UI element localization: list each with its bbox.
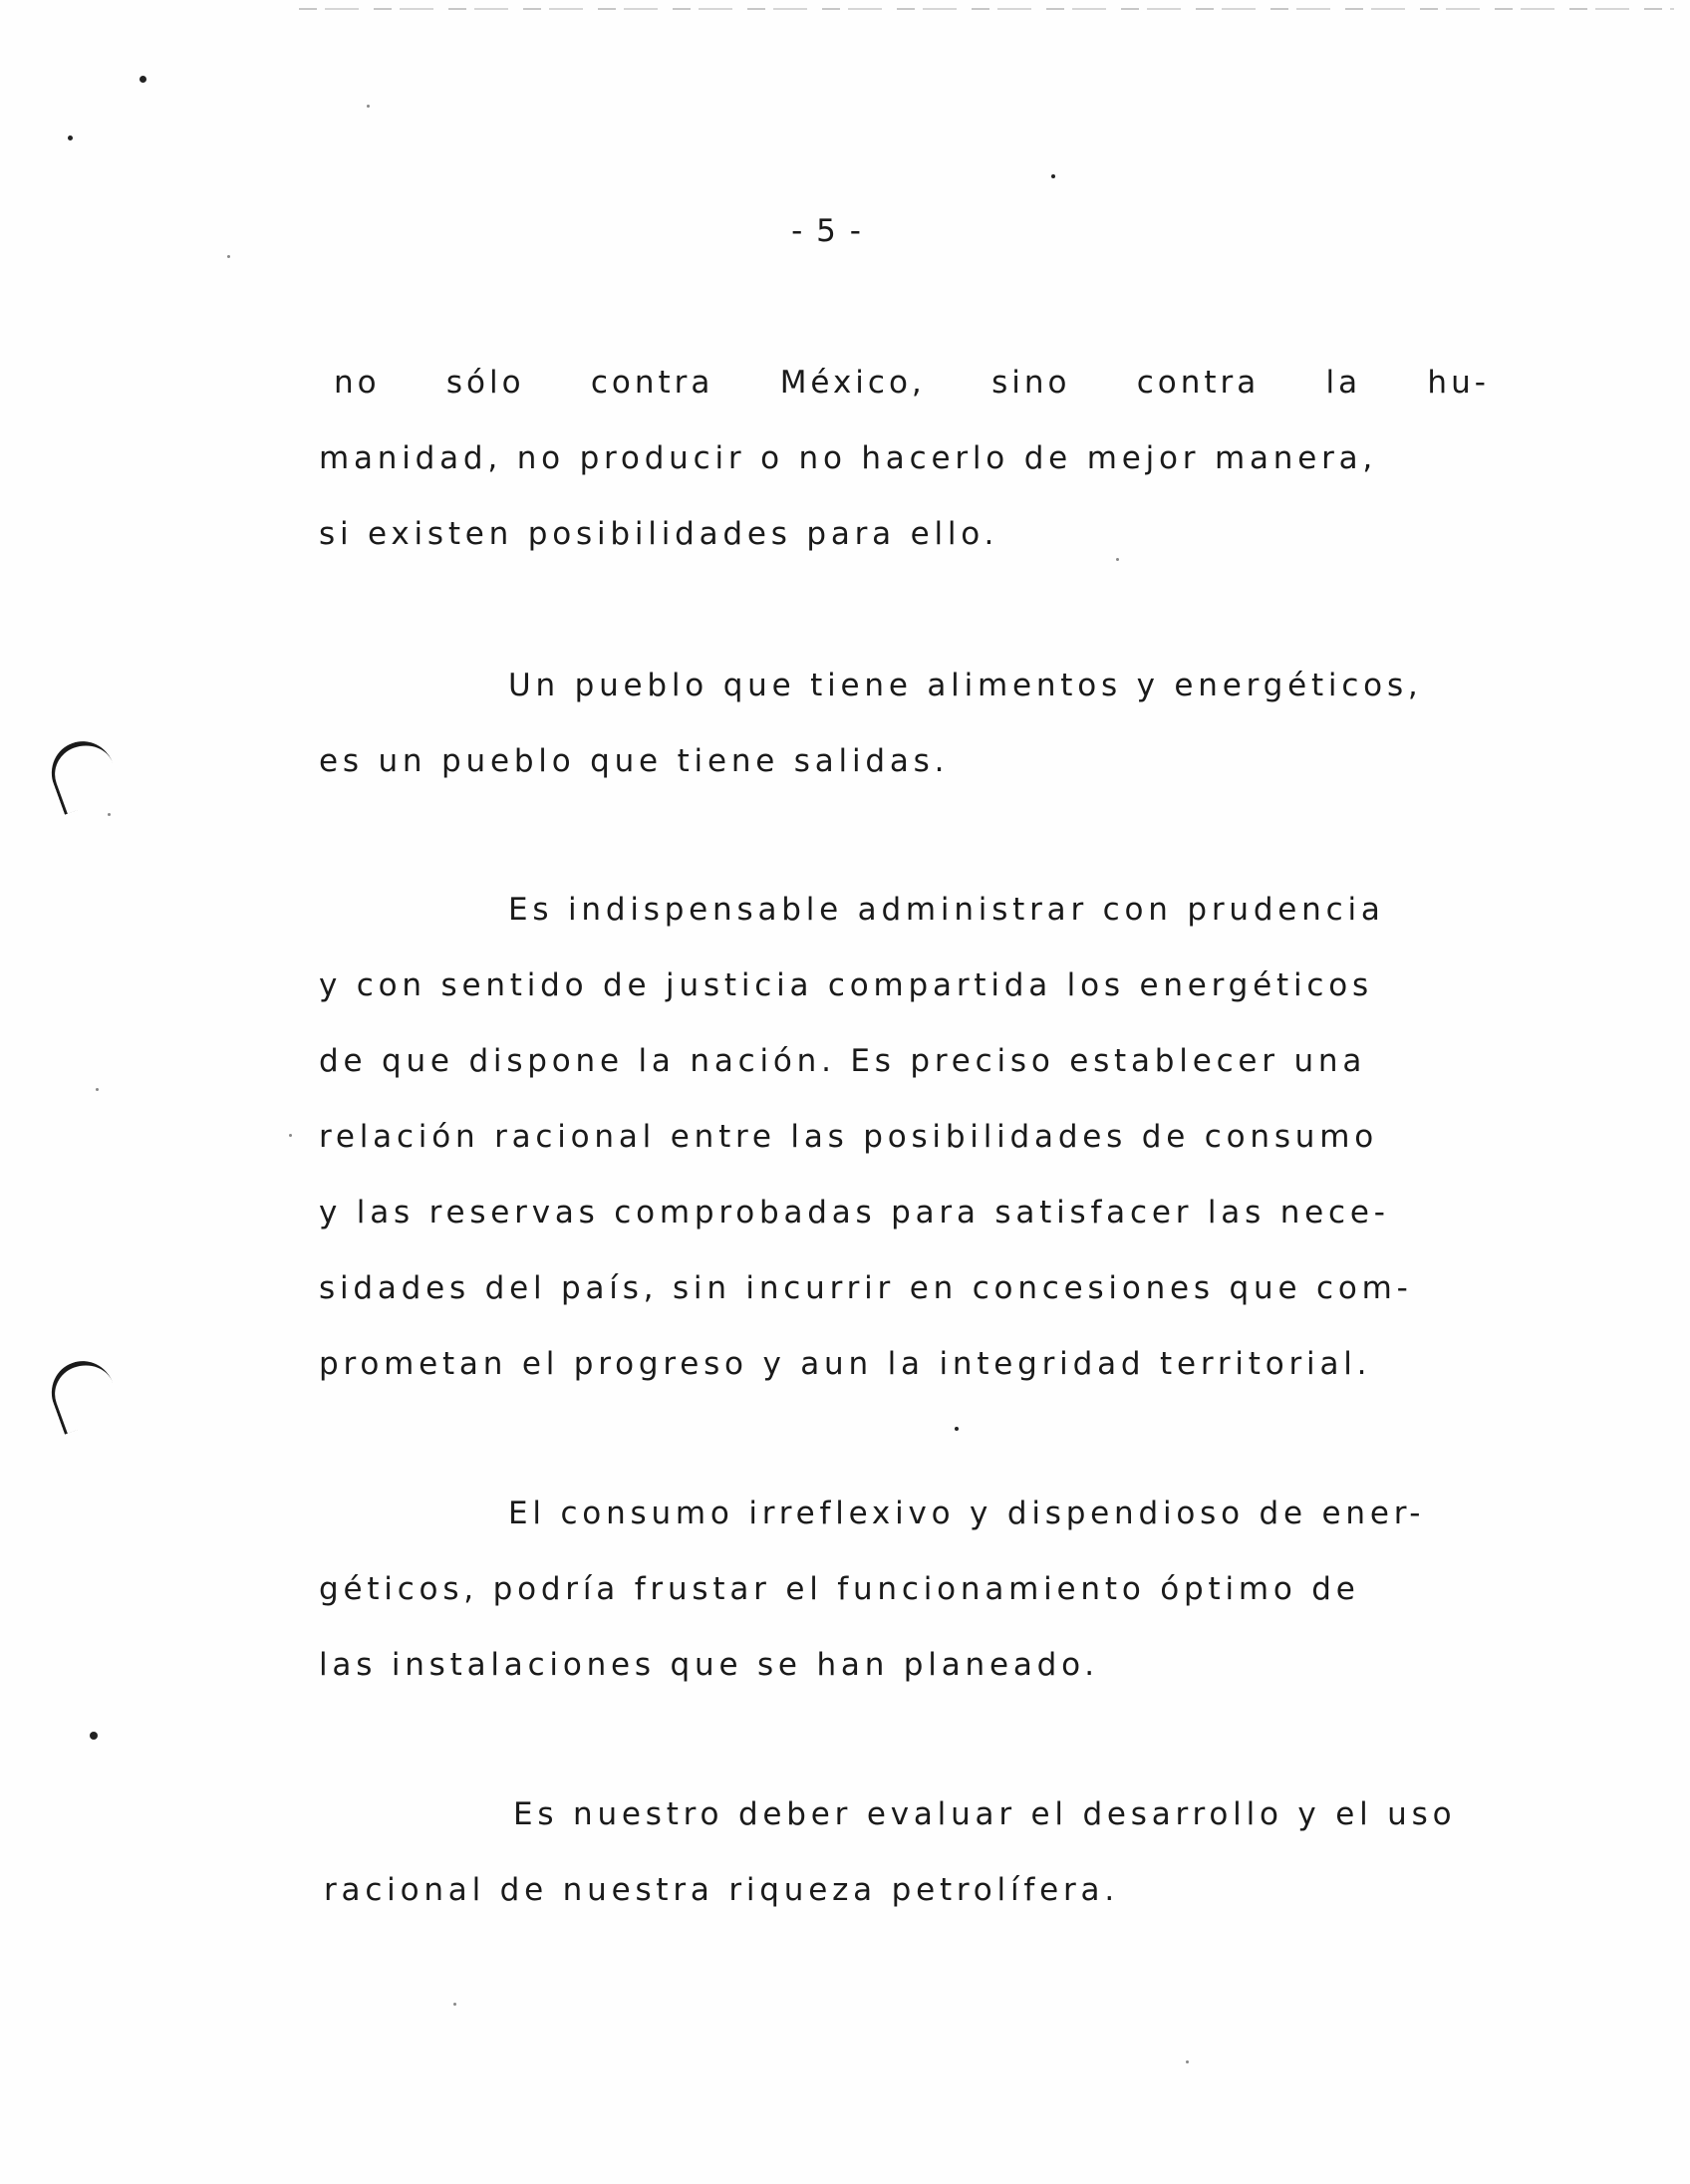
page-number: - 5 - xyxy=(791,213,863,249)
text-line: manidad, no producir o no hacerlo de mejor manera, xyxy=(319,440,1378,476)
text-line: de que dispone la nación. Es preciso establecer una xyxy=(319,1043,1367,1079)
hole-punch-arc-icon xyxy=(43,732,124,815)
scan-speck xyxy=(227,255,230,258)
text-line: es un pueblo que tiene salidas. xyxy=(319,743,950,779)
text-line xyxy=(334,363,1490,403)
scan-speck xyxy=(1186,2060,1189,2063)
scan-speck xyxy=(1116,558,1119,561)
text-line: si existen posibilidades para ello. xyxy=(319,516,999,552)
scan-speck xyxy=(453,2003,456,2006)
scan-dot xyxy=(68,136,73,140)
text-line: prometan el progreso y aun la integridad territorial. xyxy=(319,1346,1372,1382)
text-line: y con sentido de justicia compartida los energéticos xyxy=(319,967,1373,1003)
text-line: racional de nuestra riqueza petrolífera. xyxy=(324,1872,1119,1908)
scan-dot xyxy=(955,1427,959,1431)
text-line: sidades del país, sin incurrir en concesiones que com- xyxy=(319,1270,1413,1306)
text-line: Es indispensable administrar con prudencia xyxy=(508,892,1385,928)
word: sólo xyxy=(445,365,525,401)
word: contra xyxy=(1136,365,1261,401)
word: sino xyxy=(991,365,1071,401)
scan-dot xyxy=(1051,174,1055,178)
text-line: Un pueblo que tiene alimentos y energéticos, xyxy=(508,668,1423,703)
word: la xyxy=(1325,365,1362,401)
word: México, xyxy=(779,365,926,401)
text-line: y las reservas comprobadas para satisfacer las nece- xyxy=(319,1195,1390,1230)
scan-speck xyxy=(96,1088,99,1091)
text-line: géticos, podría frustar el funcionamiento óptimo de xyxy=(319,1571,1360,1607)
text-line: las instalaciones que se han planeado. xyxy=(319,1647,1099,1683)
text-line: El consumo irreflexivo y dispendioso de ener- xyxy=(508,1496,1426,1531)
hole-punch-arc-icon xyxy=(43,1352,124,1435)
text-line: Es nuestro deber evaluar el desarrollo y el uso xyxy=(513,1796,1457,1832)
scan-artifact-line xyxy=(299,8,1674,10)
scan-speck xyxy=(289,1134,292,1137)
scan-dot xyxy=(90,1732,98,1740)
word: no xyxy=(334,365,381,401)
word: hu- xyxy=(1427,365,1490,401)
scan-dot xyxy=(140,76,146,83)
scan-speck xyxy=(367,105,370,108)
scan-speck xyxy=(108,813,111,816)
text-line: relación racional entre las posibilidades de consumo xyxy=(319,1119,1379,1155)
word: contra xyxy=(590,365,714,401)
